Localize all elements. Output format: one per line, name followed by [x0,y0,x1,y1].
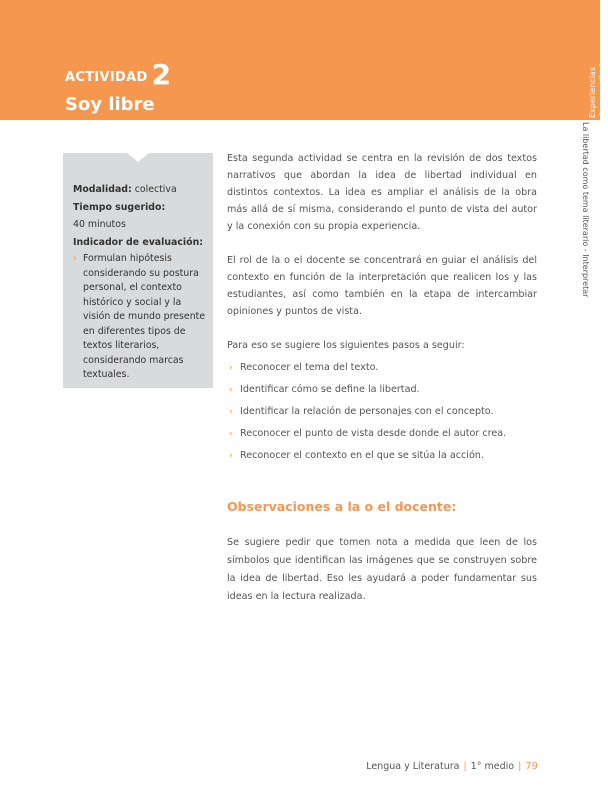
step-text: Reconocer el contexto en el que se sitúa la acción. [240,450,484,461]
topic-vertical-label: La libertad como tema literario - Interpretar [581,122,590,298]
list-item [229,404,549,426]
step-text: Identificar la relación de personajes con el concepto. [240,406,494,417]
list-item [229,360,549,382]
list-item [229,426,549,448]
observations-text: Se sugiere pedir que tomen nota a medida que leen de los símbolos que identifican las imágenes que se construyen sobre la idea de libertad. Eso les ayudará a poder fundamentar sus ideas en la lectura realizada. [227,537,537,602]
steps-list [229,360,549,470]
activity-number: 2 [151,58,172,91]
modalidad-label: Modalidad: [73,184,132,195]
section-label-line2: de aprendizaje [598,58,607,118]
footer-course: Lengua y Literatura [366,761,460,772]
modalidad-value: colectiva [134,184,177,195]
tiempo-value: 40 minutos [73,219,126,230]
indicador-text: Formulan hipótesis considerando su postura personal, el contexto histórico y social y la visión de mundo presente en diferentes tipos de textos literarios, considerando marcas textuales. [83,253,206,380]
info-box [63,153,213,388]
tiempo-label: Tiempo sugerido: [73,201,166,213]
activity-title: Soy libre [65,94,155,115]
footer-separator: | [518,761,522,772]
section-vertical-label [588,59,608,118]
chevron-right-icon: › [229,429,233,439]
list-item [229,382,549,404]
chevron-right-icon: › [229,451,233,461]
chevron-right-icon: › [229,363,233,373]
observations-title: Observaciones a la o el docente: [227,499,457,514]
modalidad-row [73,181,209,199]
chevron-right-icon: › [229,407,233,417]
info-box-notch [127,153,149,162]
page-number: 79 [525,761,538,772]
activity-label [65,58,171,91]
chevron-right-icon: › [229,385,233,395]
main-text [227,150,537,354]
list-item [229,448,549,470]
activity-word: ACTIVIDAD [65,70,148,85]
step-text: Reconocer el punto de vista desde donde el autor crea. [240,428,507,439]
page-footer [366,761,538,772]
paragraph-3: Para eso se sugiere los siguientes pasos a seguir: [227,340,465,351]
indicador-item [73,252,209,383]
step-text: Identificar cómo se define la libertad. [240,384,420,395]
indicador-label: Indicador de evaluación: [73,236,203,248]
paragraph-2: El rol de la o el docente se concentrará en guiar el análisis del contexto en función de la interpretación que realicen los y las estudiantes, así como también en la etapa de intercambiar opiniones y puntos de vista. [227,255,537,317]
paragraph-1: Esta segunda actividad se centra en la revisión de dos textos narrativos que abordan la idea de libertad individual en distintos contextos. La idea es ampliar el análisis de la obra más allá de sí misma, considerando el punto de vista del autor y la conexión con su propia experiencia. [227,153,537,232]
section-label-line1: Experiencias [588,67,597,118]
indicador-bullet-icon: › [73,253,77,264]
footer-separator: | [463,761,467,772]
footer-grade: 1° medio [470,761,515,772]
info-content [73,181,209,383]
step-text: Reconocer el tema del texto. [240,362,379,373]
